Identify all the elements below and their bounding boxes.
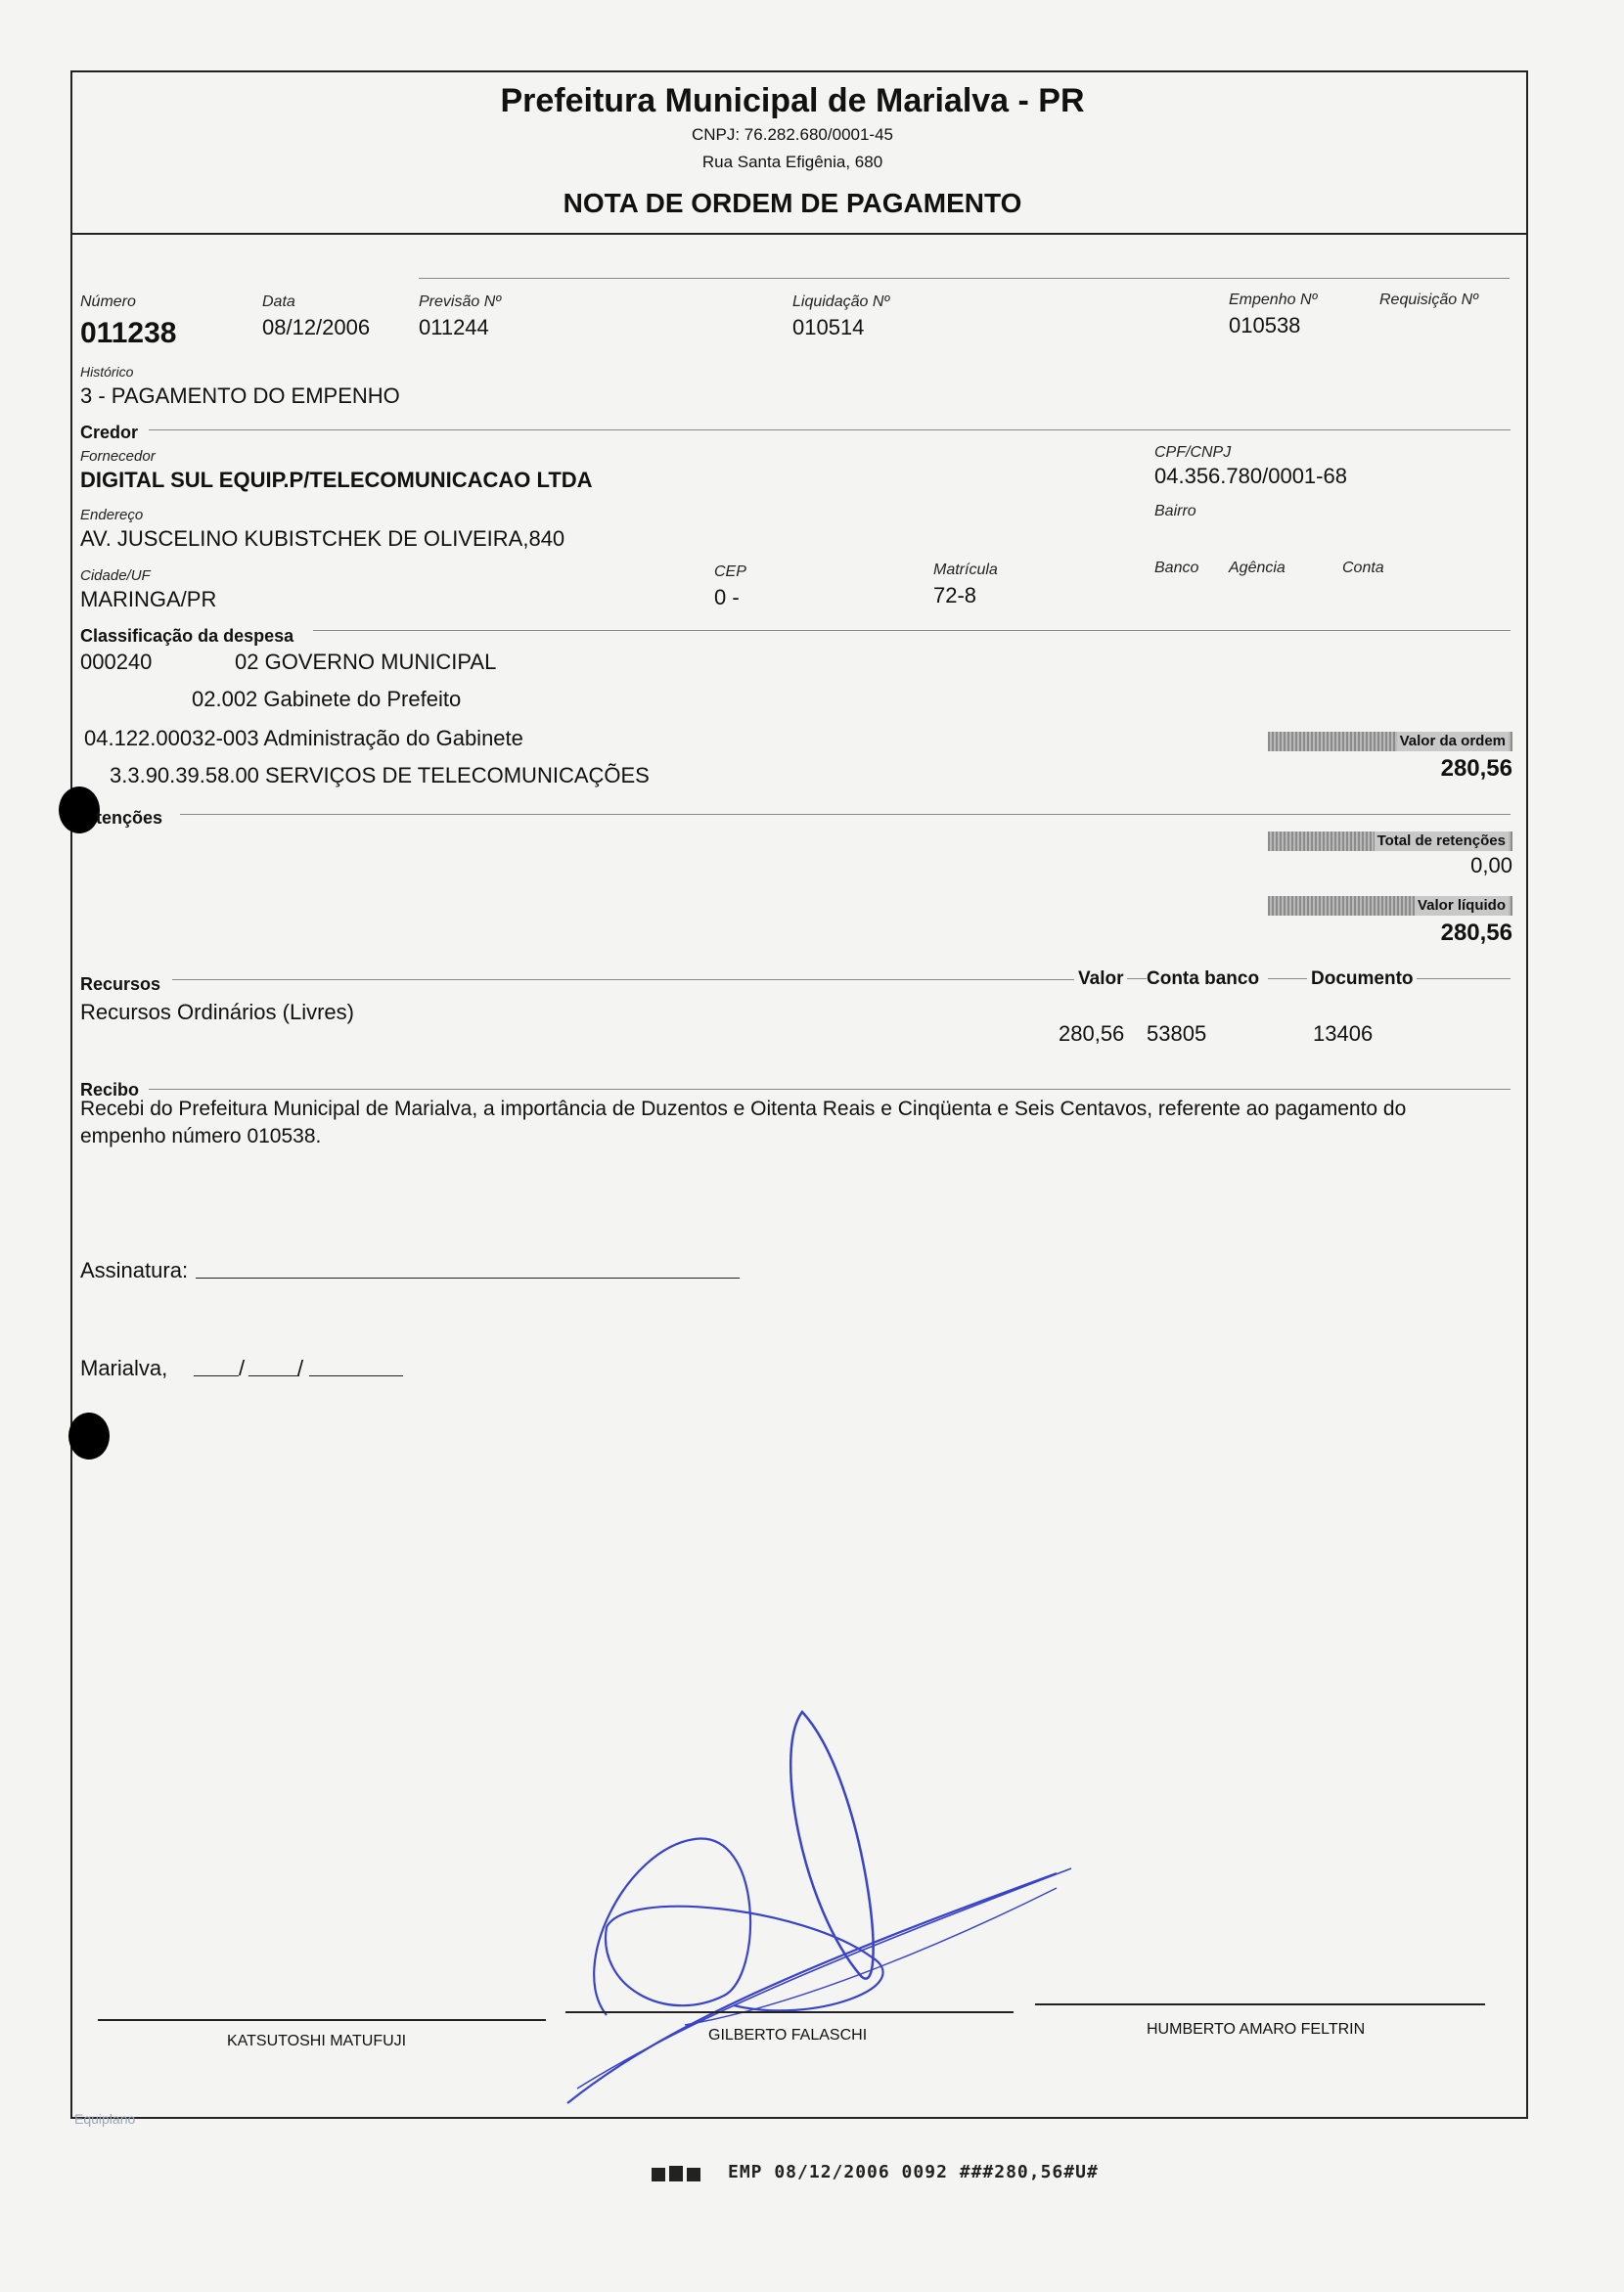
- valor-liquido-value: 280,56: [1440, 920, 1512, 946]
- banco-label: Banco: [1154, 560, 1199, 576]
- historico-value: 3 - PAGAMENTO DO EMPENHO: [80, 383, 400, 408]
- recibo-section-title: Recibo: [80, 1080, 140, 1100]
- cidade-value: MARINGA/PR: [80, 587, 217, 611]
- endereco-label: Endereço: [80, 507, 144, 523]
- cep-label: CEP: [714, 563, 746, 580]
- cpf-value: 04.356.780/0001-68: [1154, 464, 1347, 488]
- endereco-value: AV. JUSCELINO KUBISTCHEK DE OLIVEIRA,840: [80, 526, 565, 551]
- bank-logo: [650, 2162, 704, 2185]
- empenho-label: Empenho Nº: [1229, 292, 1318, 308]
- previsao-label: Previsão Nº: [419, 293, 502, 310]
- local-label: Marialva,: [80, 1356, 168, 1380]
- ids-top-rule: [419, 278, 1510, 279]
- valor-ordem-value: 280,56: [1440, 755, 1512, 782]
- software-watermark: Equiplano: [74, 2111, 136, 2127]
- assinatura-line: [196, 1278, 740, 1279]
- date-month-line: [248, 1375, 299, 1376]
- classificacao-section-title: Classificação da despesa: [80, 626, 294, 646]
- recibo-text-line2: empenho número 010538.: [80, 1125, 322, 1147]
- recibo-text-line1: Recebi do Prefeitura Municipal de Marialva, a importância de Duzentos e Oitenta Reais e Cinqüenta e Seis Centavos, referente ao pagamento do: [80, 1098, 1407, 1120]
- date-day-line: [194, 1375, 239, 1376]
- header-divider: [70, 233, 1528, 235]
- assinatura-label: Assinatura:: [80, 1258, 189, 1282]
- recursos-rule-3: [1268, 978, 1307, 979]
- conta-label: Conta: [1342, 560, 1384, 576]
- classificacao-elemento: 3.3.90.39.58.00 SERVIÇOS DE TELECOMUNICAÇÕES: [110, 763, 650, 787]
- total-retencoes-bar: [1268, 831, 1512, 851]
- requisicao-label: Requisição Nº: [1379, 292, 1478, 308]
- data-label: Data: [262, 293, 295, 310]
- valor-liquido-label: Valor líquido: [1415, 896, 1509, 916]
- total-retencoes-value: 0,00: [1470, 853, 1512, 877]
- valor-ordem-label: Valor da ordem: [1397, 732, 1509, 751]
- recursos-rule-4: [1417, 978, 1511, 979]
- cnpj-line: CNPJ: 76.282.680/0001-45: [691, 125, 894, 144]
- signature-line-1: [98, 2019, 546, 2021]
- matricula-value: 72-8: [933, 583, 977, 607]
- numero-label: Número: [80, 293, 136, 310]
- retencoes-section-title: tenções: [96, 808, 163, 828]
- empenho-value: 010538: [1229, 313, 1301, 337]
- signatory-2: GILBERTO FALASCHI: [708, 2027, 868, 2044]
- recursos-valor: 280,56: [1059, 1021, 1125, 1046]
- recursos-rule-2: [1127, 978, 1147, 979]
- credor-rule: [149, 429, 1511, 430]
- bairro-label: Bairro: [1154, 503, 1196, 519]
- cidade-label: Cidade/UF: [80, 567, 151, 584]
- punch-hole-bottom: [68, 1413, 110, 1460]
- liquidacao-value: 010514: [792, 315, 865, 339]
- classificacao-code: 000240: [80, 650, 153, 674]
- classificacao-funcional: 04.122.00032-003 Administração do Gabinete: [84, 726, 523, 750]
- date-year-line: [309, 1375, 403, 1376]
- classificacao-rule: [313, 630, 1511, 631]
- liquidacao-label: Liquidação Nº: [792, 293, 890, 310]
- cep-value: 0 -: [714, 585, 740, 609]
- handwritten-signature: [548, 1692, 1096, 2123]
- data-value: 08/12/2006: [262, 315, 371, 339]
- valor-ordem-bar: [1268, 732, 1512, 751]
- recursos-documento: 13406: [1313, 1021, 1374, 1046]
- numero-value: 011238: [80, 317, 177, 349]
- classificacao-unidade: 02.002 Gabinete do Prefeito: [192, 687, 462, 711]
- recursos-descricao: Recursos Ordinários (Livres): [80, 1000, 354, 1024]
- punch-hole-top: [59, 786, 100, 833]
- recursos-rule: [172, 979, 1074, 980]
- municipality-title: Prefeitura Municipal de Marialva - PR: [500, 82, 1085, 119]
- signature-line-3: [1035, 2003, 1485, 2005]
- date-sep-1: /: [239, 1356, 246, 1380]
- recursos-section-title: Recursos: [80, 974, 161, 994]
- address-line: Rua Santa Efigênia, 680: [701, 153, 883, 171]
- recursos-conta-header: Conta banco: [1147, 968, 1260, 989]
- credor-section-title: Credor: [80, 423, 139, 442]
- valor-liquido-bar: [1268, 896, 1512, 916]
- historico-label: Histórico: [80, 364, 134, 380]
- recibo-rule: [149, 1089, 1511, 1090]
- total-retencoes-label: Total de retenções: [1375, 831, 1509, 851]
- recursos-documento-header: Documento: [1311, 968, 1414, 989]
- recursos-valor-header: Valor: [1078, 968, 1124, 989]
- previsao-value: 011244: [419, 315, 489, 339]
- fornecedor-label: Fornecedor: [80, 448, 156, 465]
- retencoes-rule: [180, 814, 1511, 815]
- signatory-1: KATSUTOSHI MATUFUJI: [227, 2033, 407, 2049]
- matricula-label: Matrícula: [933, 562, 998, 578]
- cpf-label: CPF/CNPJ: [1154, 444, 1232, 461]
- date-sep-2: /: [297, 1356, 304, 1380]
- agencia-label: Agência: [1229, 560, 1286, 576]
- authentication-stamp: EMP 08/12/2006 0092 ###280,56#U#: [728, 2162, 1099, 2182]
- recursos-conta: 53805: [1147, 1021, 1207, 1046]
- fornecedor-value: DIGITAL SUL EQUIP.P/TELECOMUNICACAO LTDA: [80, 468, 593, 492]
- signatory-3: HUMBERTO AMARO FELTRIN: [1147, 2021, 1366, 2038]
- document-title: NOTA DE ORDEM DE PAGAMENTO: [563, 188, 1022, 218]
- signature-line-2: [565, 2011, 1014, 2013]
- classificacao-orgao: 02 GOVERNO MUNICIPAL: [235, 650, 497, 674]
